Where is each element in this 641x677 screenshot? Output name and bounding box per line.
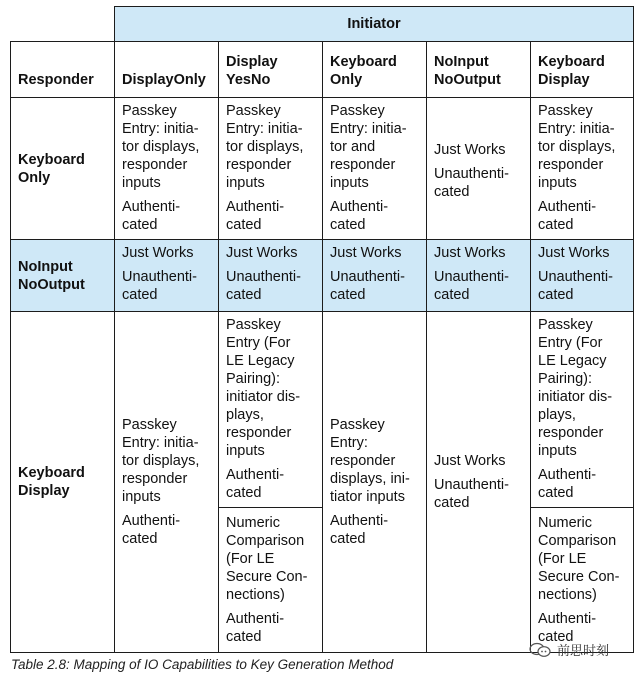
auth-status-line: Authenti- (122, 513, 181, 529)
method-text (330, 102, 420, 192)
method-text-line: plays, (538, 407, 576, 423)
auth-status (226, 466, 316, 502)
method-text-line: (For LE (538, 551, 587, 567)
method-text-line: inputs (122, 175, 161, 191)
table-cell (323, 240, 427, 312)
column-header (115, 42, 219, 98)
initiator-header: Initiator (115, 7, 634, 42)
column-header-line: NoOutput (434, 72, 501, 88)
auth-status-line: Unauthenti- (330, 269, 405, 285)
auth-status-line: cated (330, 531, 366, 547)
method-text-line: Entry: initia- (226, 121, 303, 137)
method-text (538, 244, 627, 262)
cell-content (219, 98, 322, 234)
method-text (538, 514, 627, 604)
table-cell (115, 98, 219, 240)
auth-status-line: cated (538, 485, 574, 501)
watermark (529, 640, 609, 659)
cell-content (531, 240, 633, 304)
method-text-line: Comparison (538, 533, 617, 549)
auth-status (330, 268, 420, 304)
method-text-line: initiator dis- (226, 389, 301, 405)
table-row (11, 240, 634, 312)
table-cell (115, 312, 219, 653)
cell-content (531, 98, 633, 234)
auth-status-line: Authenti- (226, 467, 285, 483)
method-text (122, 244, 212, 262)
method-text-line: tor and (330, 139, 376, 155)
row-header (11, 312, 115, 653)
auth-status-line: Authenti- (122, 199, 181, 215)
cell-content (323, 416, 426, 548)
initiator-header-row (11, 7, 634, 42)
cell-content (115, 240, 218, 304)
method-text-line: inputs (538, 443, 577, 459)
auth-status-line: Unauthenti- (538, 269, 613, 285)
method-text (538, 316, 627, 460)
method-text-line: Passkey (122, 103, 177, 119)
table-row (11, 312, 634, 653)
method-text-line: tor displays, (538, 139, 616, 155)
method-text-line: responder (226, 425, 292, 441)
method-text-line: Entry: initia- (330, 121, 407, 137)
watermark-text: 前思时刻 (557, 643, 610, 658)
method-text-line: Secure Con- (226, 569, 308, 585)
table-cell (427, 240, 531, 312)
auth-status-line: cated (434, 183, 470, 200)
method-text-line: Just Works (434, 141, 506, 158)
table-cell (115, 240, 219, 312)
method-text-line: Pairing): (538, 371, 592, 387)
method-text-line: LE Legacy (226, 353, 295, 369)
table-cell (531, 240, 634, 312)
method-text-line: Just Works (226, 245, 298, 261)
auth-status-line: cated (226, 217, 262, 233)
row-header-line: Keyboard (18, 151, 85, 168)
column-header-line: Display (226, 54, 278, 70)
table-cell (531, 312, 634, 653)
method-text (226, 244, 316, 262)
column-header-line: Display (538, 72, 590, 88)
auth-status (122, 268, 212, 304)
auth-status-line: Authenti- (538, 199, 597, 215)
method-text-line: inputs (538, 175, 577, 191)
auth-status-line: Authenti- (538, 611, 597, 627)
auth-status (434, 165, 524, 201)
table-row (11, 98, 634, 240)
method-text (434, 244, 524, 262)
column-header-line: YesNo (226, 72, 271, 88)
method-text-line: displays, ini- (330, 471, 410, 487)
method-text (538, 102, 627, 192)
auth-status-line: Authenti- (226, 199, 285, 215)
method-text-line: initiator dis- (538, 389, 613, 405)
auth-status-line: Unauthenti- (434, 269, 509, 285)
cell-content (427, 137, 530, 201)
method-text-line: Entry (For (538, 335, 603, 351)
method-text-line: tiator inputs (330, 489, 405, 505)
method-text-line: (For LE (226, 551, 275, 567)
corner-blank (11, 7, 115, 42)
auth-status-line: cated (122, 287, 158, 303)
table-cell (219, 98, 323, 240)
method-text-line: tor displays, (226, 139, 304, 155)
auth-status-line: cated (434, 495, 470, 511)
cell-content (115, 416, 218, 548)
method-text (434, 141, 524, 159)
auth-status-line: cated (538, 287, 574, 303)
method-text (122, 102, 212, 192)
table-cell (323, 98, 427, 240)
auth-status-line: Unauthenti- (122, 269, 197, 285)
row-header-line: NoOutput (18, 276, 85, 293)
auth-status (122, 512, 212, 548)
auth-status (226, 198, 316, 234)
secure-connections-section (219, 508, 322, 646)
method-text-line: nections) (226, 587, 285, 603)
method-text-line: responder (226, 157, 292, 173)
row-header-line: Only (18, 169, 51, 186)
method-text-line: Pairing): (226, 371, 280, 387)
column-header (323, 42, 427, 98)
method-text (330, 416, 420, 506)
method-text-line: Just Works (122, 245, 194, 261)
method-text-line: responder (330, 453, 396, 469)
table-cell (427, 312, 531, 653)
method-text-line: LE Legacy (538, 353, 607, 369)
cell-content (219, 240, 322, 304)
method-text (226, 316, 316, 460)
table-caption: Table 2.8: Mapping of IO Capabilities to Key Generation Method (11, 657, 394, 672)
column-header-line: DisplayOnly (122, 72, 206, 88)
auth-status-line: Authenti- (330, 513, 389, 529)
column-header (427, 42, 531, 98)
auth-status (330, 512, 420, 548)
auth-status (330, 198, 420, 234)
auth-status-line: Unauthenti- (226, 269, 301, 285)
method-text-line: plays, (226, 407, 264, 423)
cell-content (115, 98, 218, 234)
method-text (122, 416, 212, 506)
table-cell (323, 312, 427, 653)
split-cell (531, 312, 633, 652)
responder-header: Responder (11, 42, 115, 98)
method-text-line: tor displays, (122, 139, 200, 155)
method-text-line: Entry: (330, 435, 368, 451)
method-text-line: Passkey (226, 103, 281, 119)
method-text-line: Entry (For (226, 335, 291, 351)
row-header-line: Keyboard (18, 465, 85, 481)
auth-status-line: Authenti- (226, 611, 285, 627)
chat-bubble-icon (529, 642, 551, 658)
method-text-line: Comparison (226, 533, 305, 549)
column-header-row (11, 42, 634, 98)
method-text-line: responder (330, 157, 396, 173)
auth-status-line: Unauthenti- (434, 477, 509, 493)
cell-content (323, 240, 426, 304)
column-header-line: Keyboard (330, 54, 397, 70)
cell-content (427, 240, 530, 304)
method-text-line: inputs (226, 443, 265, 459)
auth-status (122, 198, 212, 234)
table-cell (427, 98, 531, 240)
row-header (11, 240, 115, 312)
method-text-line: Passkey (330, 103, 385, 119)
auth-status-line: Authenti- (330, 199, 389, 215)
io-capabilities-table (10, 6, 634, 653)
method-text-line: Passkey (226, 317, 281, 333)
auth-status-line: cated (330, 287, 366, 303)
auth-status-line: cated (226, 485, 262, 501)
column-header (219, 42, 323, 98)
method-text-line: Entry: initia- (538, 121, 615, 137)
auth-status-line: cated (122, 217, 158, 233)
column-header-line: Keyboard (538, 54, 605, 70)
method-text-line: nections) (538, 587, 597, 603)
auth-status-line: cated (122, 531, 158, 547)
auth-status-line: Authenti- (538, 467, 597, 483)
auth-status-line: cated (538, 217, 574, 233)
auth-status (434, 476, 524, 512)
auth-status (538, 198, 627, 234)
table-cell (219, 240, 323, 312)
method-text-line: Secure Con- (538, 569, 620, 585)
method-text-line: Passkey (122, 417, 177, 433)
split-cell (219, 312, 322, 652)
method-text-line: Just Works (434, 245, 506, 261)
auth-status-line: cated (226, 287, 262, 303)
table-cell (219, 312, 323, 653)
cell-content (427, 452, 530, 512)
row-header-line: Display (18, 483, 70, 499)
method-text-line: Entry: initia- (122, 121, 199, 137)
method-text-line: tor displays, (122, 453, 200, 469)
auth-status-line: cated (434, 287, 470, 303)
auth-status-line: cated (538, 629, 574, 645)
legacy-pairing-section (219, 312, 322, 508)
auth-status-line: Unauthenti- (434, 165, 509, 182)
method-text-line: inputs (226, 175, 265, 191)
method-text-line: Just Works (434, 453, 506, 469)
method-text-line: Just Works (330, 245, 402, 261)
method-text (434, 452, 524, 470)
legacy-pairing-section (531, 312, 633, 508)
auth-status (226, 610, 316, 646)
auth-status (226, 268, 316, 304)
method-text-line: Passkey (538, 103, 593, 119)
method-text-line: responder (122, 471, 188, 487)
auth-status (538, 268, 627, 304)
method-text (330, 244, 420, 262)
method-text-line: Entry: initia- (122, 435, 199, 451)
method-text-line: Numeric (538, 515, 592, 531)
secure-connections-section (531, 508, 633, 646)
column-header (531, 42, 634, 98)
table-cell (531, 98, 634, 240)
method-text-line: Passkey (538, 317, 593, 333)
method-text-line: inputs (330, 175, 369, 191)
column-header-line: NoInput (434, 54, 489, 70)
row-header (11, 98, 115, 240)
method-text-line: inputs (122, 489, 161, 505)
method-text (226, 102, 316, 192)
method-text-line: responder (538, 425, 604, 441)
method-text-line: responder (122, 157, 188, 173)
auth-status (434, 268, 524, 304)
auth-status (538, 466, 627, 502)
auth-status-line: cated (226, 629, 262, 645)
method-text-line: Passkey (330, 417, 385, 433)
row-header-line: NoInput (18, 258, 73, 275)
method-text-line: responder (538, 157, 604, 173)
column-header-line: Only (330, 72, 363, 88)
cell-content (323, 98, 426, 234)
method-text-line: Numeric (226, 515, 280, 531)
auth-status-line: cated (330, 217, 366, 233)
method-text (226, 514, 316, 604)
method-text-line: Just Works (538, 245, 610, 261)
